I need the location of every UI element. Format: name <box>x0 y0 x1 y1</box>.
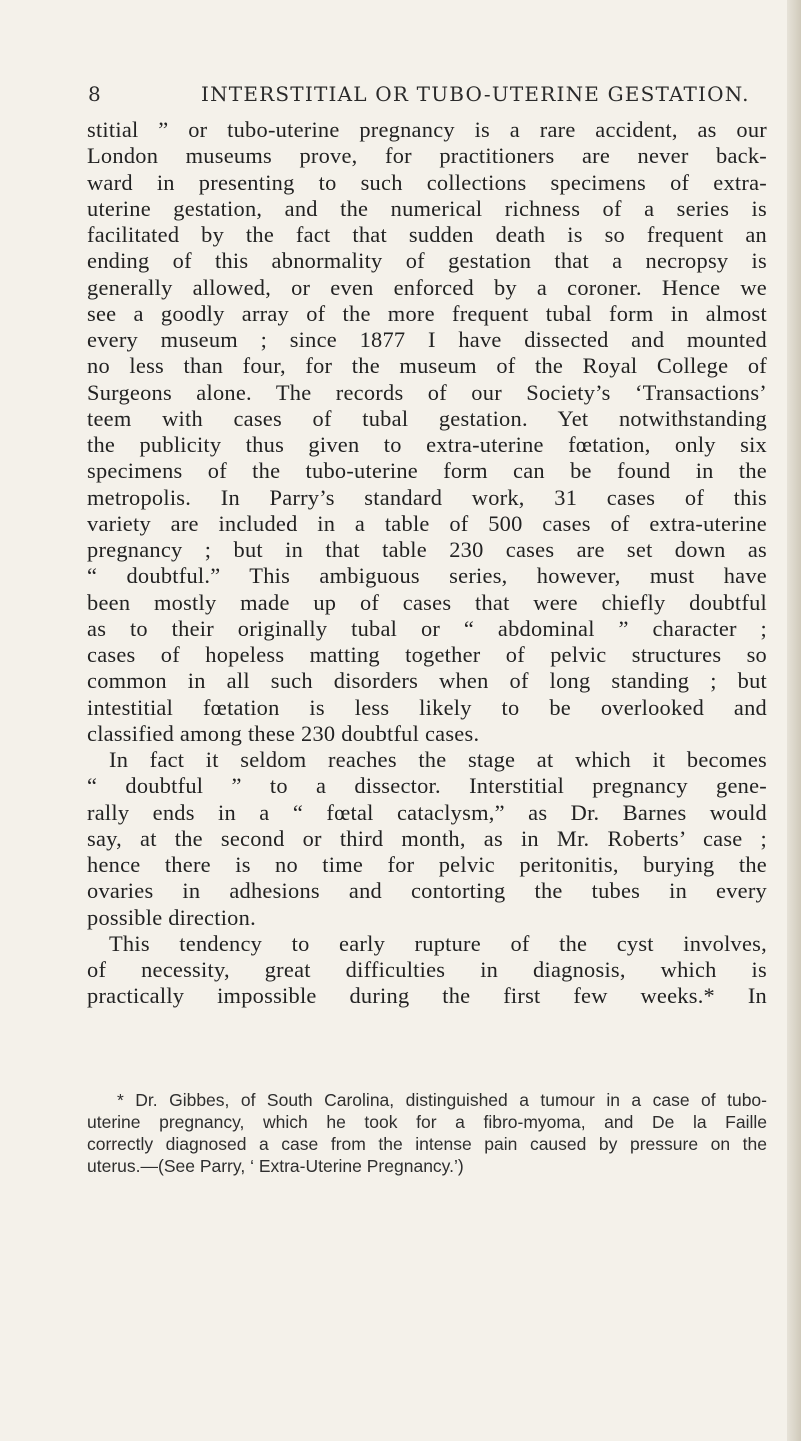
running-title: INTERSTITIAL OR TUBO-UTERINE GESTATION. <box>201 82 750 106</box>
text-line: the publicity thus given to extra-uterine fœtation, only six <box>87 432 767 457</box>
text-line: variety are included in a table of 500 cases of extra-uterine <box>87 510 767 536</box>
text-line: ending of this abnormality of gestation that a necropsy is <box>87 248 767 274</box>
text-line: “ doubtful.” This ambiguous series, however, must have <box>87 563 767 589</box>
footnote-line: correctly diagnosed a case from the intense pain caused by pressure on the <box>87 1134 767 1154</box>
text-line: possible direction. <box>87 904 256 930</box>
footnote-line: * Dr. Gibbes, of South Carolina, distinguished a tumour in a case of tubo- <box>117 1090 767 1110</box>
text-line: Surgeons alone. The records of our Society’s ‘Transactions’ <box>87 379 767 405</box>
text-line: every museum ; since 1877 I have dissected and mounted <box>87 327 767 352</box>
footnote-line: uterus.—(See Parry, ‘ Extra-Uterine Pregnancy.’) <box>87 1156 464 1176</box>
text-line: as to their originally tubal or “ abdominal ” character ; <box>87 615 767 641</box>
text-line: metropolis. In Parry’s standard work, 31 cases of this <box>87 484 767 510</box>
page-edge <box>787 0 801 1441</box>
text-line: teem with cases of tubal gestation. Yet notwithstanding <box>87 405 767 431</box>
text-line: facilitated by the fact that sudden death is so frequent an <box>87 222 767 247</box>
text-line: say, at the second or third month, as in Mr. Roberts’ case ; <box>87 825 767 851</box>
text-line: of necessity, great difficulties in diagnosis, which is <box>87 957 767 982</box>
text-line: specimens of the tubo-uterine form can be found in the <box>87 458 767 484</box>
body-text <box>87 117 767 1010</box>
text-line: London museums prove, for practitioners are never back- <box>87 143 767 169</box>
text-line: This tendency to early rupture of the cyst involves, <box>109 930 767 956</box>
text-line: common in all such disorders when of long standing ; but <box>87 668 767 694</box>
text-line: ward in presenting to such collections specimens of extra- <box>87 169 767 195</box>
page-number: 8 <box>88 82 102 106</box>
text-line: hence there is no time for pelvic peritonitis, burying the <box>87 852 767 877</box>
text-line: generally allowed, or even enforced by a coroner. Hence we <box>87 274 767 300</box>
text-line: see a goodly array of the more frequent tubal form in almost <box>87 300 767 326</box>
text-line: rally ends in a “ fœtal cataclysm,” as Dr. Barnes would <box>87 799 767 825</box>
text-line: uterine gestation, and the numerical richness of a series is <box>87 195 767 221</box>
footnote <box>87 1089 767 1177</box>
text-line: classified among these 230 doubtful cases. <box>87 720 480 746</box>
text-line: stitial ” or tubo-uterine pregnancy is a rare accident, as our <box>87 117 767 142</box>
text-line: ovaries in adhesions and contorting the tubes in every <box>87 878 767 904</box>
footnote-line: uterine pregnancy, which he took for a fibro-myoma, and De la Faille <box>87 1112 767 1132</box>
text-line: “ doubtful ” to a dissector. Interstitial pregnancy gene- <box>87 773 767 799</box>
text-line: In fact it seldom reaches the stage at which it becomes <box>109 747 767 772</box>
running-header <box>88 82 778 112</box>
text-line: been mostly made up of cases that were chiefly doubtful <box>87 589 767 615</box>
text-line: pregnancy ; but in that table 230 cases are set down as <box>87 537 767 562</box>
text-line: practically impossible during the first few weeks.* In <box>87 983 767 1009</box>
text-line: cases of hopeless matting together of pelvic structures so <box>87 642 767 667</box>
text-line: no less than four, for the museum of the Royal College of <box>87 353 767 379</box>
text-line: intestitial fœtation is less likely to be overlooked and <box>87 694 767 720</box>
